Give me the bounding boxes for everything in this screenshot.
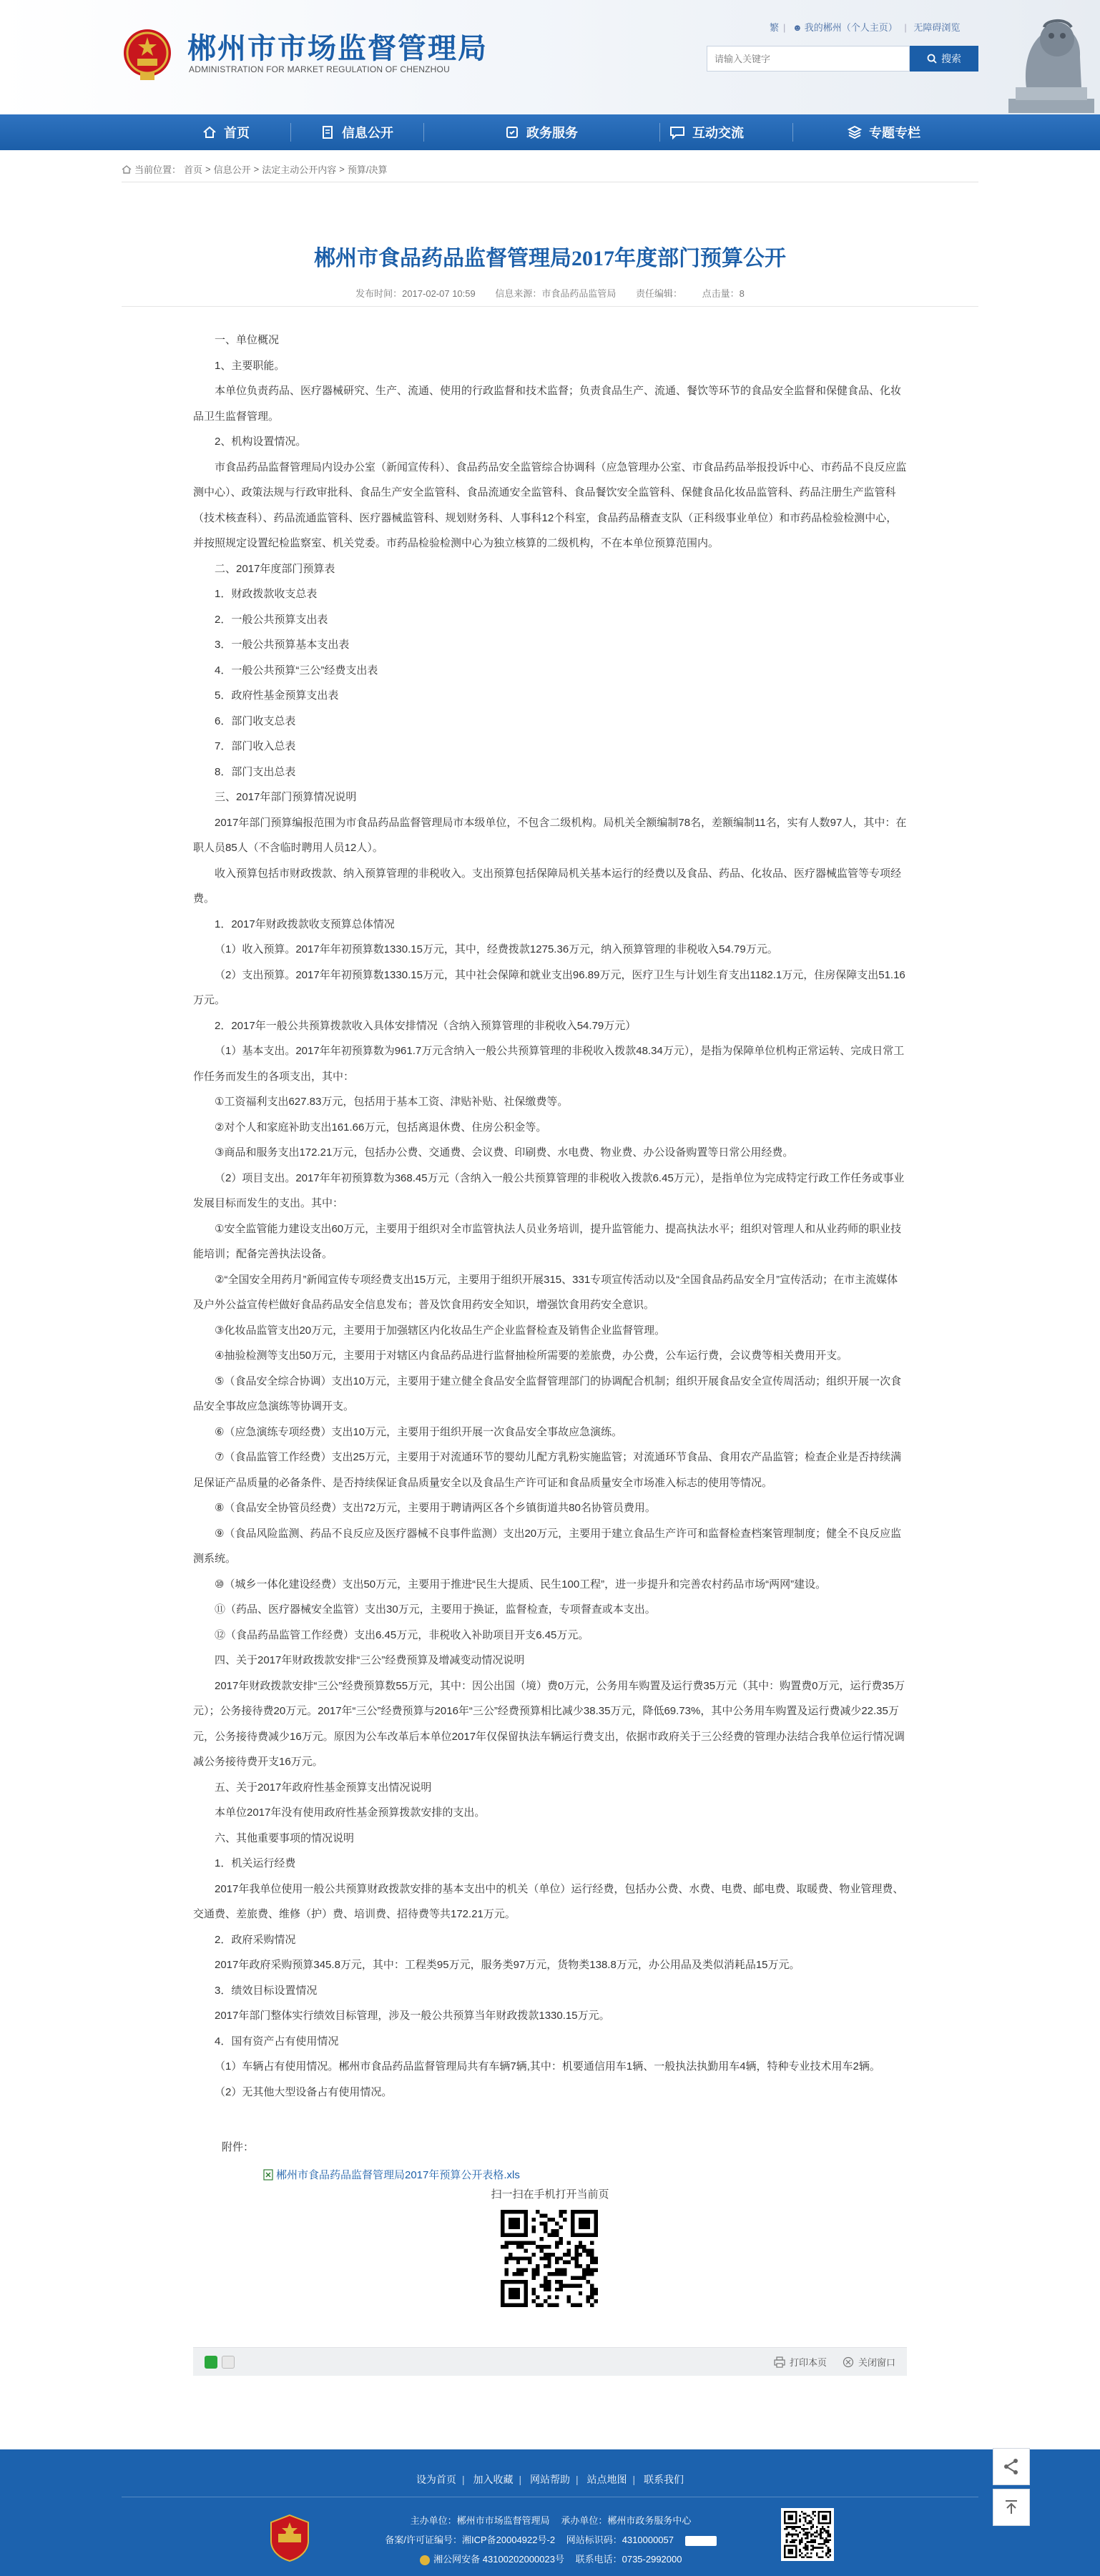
article-paragraph: ①安全监管能力建设支出60万元，主要用于组织对全市监管执法人员业务培训，提升监管能力、提高执法水平；组织对管理人和从业药师的职业技能培训；配备完善执法设备。 [193,1222,902,1260]
footer-link-help[interactable]: 网站帮助 [530,2474,570,2485]
toolbar-actions [774,2355,895,2369]
article-paragraph: 五、关于2017年政府性基金预算支出情况说明 [215,1781,432,1794]
footer-police[interactable]: 湘公网安备 43100202000023号 [433,2554,564,2565]
nav-label: 互动交流 [692,126,744,140]
article-paragraph: 3．一般公共预算基本支出表 [215,639,350,651]
share-icon [1002,2457,1021,2476]
article-paragraph: 2017年政府采购预算345.8万元，其中：工程类95万元，服务类97万元，货物类138.8万元，办公用品及类似消耗品15万元。 [215,1959,800,1971]
article-paragraph: 2．一般公共预算支出表 [215,613,328,626]
nav-item-special-topics[interactable] [792,114,976,150]
article-paragraph: 4．一般公共预算“三公”经费支出表 [215,664,378,677]
article-paragraph: 三、2017年部门预算情况说明 [215,791,357,803]
article-paragraph: 1、主要职能。 [215,359,285,372]
article-paragraph: ⑤（食品安全综合协调）支出10万元，主要用于建立健全食品安全监督管理部门的协调配合机制；组织开展食品安全宣传周活动；组织开展一次食品安全事故应急演练等协调开支。 [193,1375,902,1412]
search-input[interactable] [707,46,909,71]
footer-links: 设为首页 | 加入收藏 | 网站帮助 | 站点地图 | 联系我们 [416,2474,684,2485]
article-paragraph: 3．绩效目标设置情况 [215,1984,318,1997]
breadcrumb-separator: > [205,164,211,174]
article-paragraph: 四、关于2017年财政拨款安排“三公”经费预算及增减变动情况说明 [215,1654,525,1666]
article-paragraph: 收入预算包括市财政拨款、纳入预算管理的非税收入。支出预算包括保障局机关基本运行的经费以及食品、药品、化妆品、医疗器械监管等专项经费。 [193,867,902,905]
breadcrumb-item-info[interactable]: 信息公开 [213,164,251,175]
article-paragraph: 2．2017年一般公共预算拨款收入具体安排情况（含纳入预算管理的非税收入54.79万元） [215,1019,637,1032]
party-gov-badge-icon[interactable] [268,2514,311,2562]
article-paragraph: ⑧（食品安全协管员经费）支出72万元，主要用于聘请两区各个乡镇街道共80名协管员费用。 [215,1502,656,1514]
article-paragraph: ⑨（食品风险监测、药品不良反应及医疗器械不良事件监测）支出20万元，主要用于建立食品生产许可和监督检查档案管理制度；健全不良反应监测系统。 [193,1527,902,1565]
search-icon [927,54,937,64]
close-window-button[interactable] [843,2355,895,2369]
share-float-button[interactable] [993,2448,1030,2485]
breadcrumb-item-budget[interactable]: 预算/决算 [347,164,388,175]
nav-item-info-public[interactable] [290,114,423,150]
article-paragraph: 二、2017年度部门预算表 [215,562,335,575]
article-paragraph: （2）无其他大型设备占有使用情况。 [215,2085,393,2098]
attachment-filename: 郴州市食品药品监督管理局2017年预算公开表格.xls [276,2169,520,2181]
article-paragraph: ③化妆品监管支出20万元，主要用于加强辖区内化妆品生产企业监督检查及销售企业监督管理。 [215,1324,666,1337]
layers-icon [848,125,862,139]
publish-time: 发布时间：2017-02-07 10:59 [355,288,476,299]
article-paragraph: ⑦（食品监管工作经费）支出25万元，主要用于对流通环节的婴幼儿配方乳粉实施监管；对流通环节食品、食用农产品监管；检查企业是否持续满足保证产品质量的必备条件、是否持续保证食品质量安全以及食品生产许可证和食品质量安全市场准入标志的使用等情况。 [193,1451,902,1489]
home-icon [202,125,217,139]
article-paragraph: 本单位负责药品、医疗器械研究、生产、流通、使用的行政监督和技术监督；负责食品生产、流通、餐饮等环节的食品安全监督和保健食品、化妆品卫生监督管理。 [193,385,902,423]
article-paragraph: （1）基本支出。2017年年初预算数为961.7万元含纳入一般公共预算管理的非税收入拨款48.34万元），是指为保障单位机构正常运转、完成日常工作任务而发生的各项支出，其中： [193,1045,905,1083]
article-paragraph: 1．机关运行经费 [215,1857,296,1869]
site-subtitle: ADMINISTRATION FOR MARKET REGULATION OF CHENZHOU [189,64,450,74]
footer-qr-code [781,2508,834,2561]
article-paragraph: 2017年财政拨款安排“三公”经费预算数55万元，其中：因公出国（境）费0万元，公务用车购置及运行费35万元（其中：购置费0万元，运行费35万元）；公务接待费20万元。2017年“三公”经费预算与2016年“三公”经费预算相比减少38.35万元，降低69.73%，其中公务用车购置及运行费减少22.35万元，公务接待费减少16万元。原因为公车改革后本单位2017年仅保留执法车辆运行费支出，依据市政府关于三公经费的管理办法结合我单位运行情况调减公务接待费开支16万元。 [193,1679,905,1768]
article-paragraph: ⑫（食品药品监管工作经费）支出6.45万元，非税收入补助项目开支6.45万元。 [215,1628,589,1641]
nav-label: 首页 [224,126,250,140]
site-title[interactable]: 郴州市市场监督管理局 [187,32,488,64]
article-meta [122,286,978,300]
footer-info [358,2511,744,2569]
article-paragraph: ④抽验检测等支出50万元，主要用于对辖区内食品药品进行监督抽检所需要的差旅费，办公费，公车运行费，会议费等相关费用开支。 [215,1350,848,1362]
accessibility-link[interactable]: 无障碍浏览 [913,22,961,33]
service-icon [505,125,519,139]
stone-lion-icon [1001,7,1098,114]
share-icons [205,2356,235,2369]
nav-item-home[interactable] [162,114,290,150]
article-paragraph: 六、其他重要事项的情况说明 [215,1832,355,1844]
home-icon [122,164,132,174]
national-emblem-icon [122,26,173,83]
nav-label: 信息公开 [342,126,393,140]
document-icon [320,125,335,139]
article-paragraph: 6．部门收支总表 [215,714,296,727]
breadcrumb-prefix: 当前位置： [134,164,182,175]
close-icon [843,2356,854,2368]
article-toolbar [193,2347,907,2376]
footer-organizer: 承办单位：郴州市政务服务中心 [561,2515,692,2526]
article-paragraph: ①工资福利支出627.83万元，包括用于基本工资、津贴补贴、社保缴费等。 [215,1096,569,1108]
article-paragraph: ②“全国安全用药月”新闻宣传专项经费支出15万元，主要用于组织开展315、331专项宣传活动以及“全国食品药品安全月”宣传活动；在市主流媒体及户外公益宣传栏做好食品药品安全信息发布；普及饮食用药安全知识，增强饮食用药安全意识。 [193,1273,898,1311]
footer-host: 主办单位：郴州市市场监督管理局 [410,2515,550,2526]
article-paragraph: （1）车辆占有使用情况。郴州市食品药品监督管理局共有车辆7辆,其中：机要通信用车1辆、一般执法执勤用车4辆，特种专业技术用车2辆。 [215,2060,880,2073]
breadcrumb-item-legal[interactable]: 法定主动公开内容 [262,164,337,175]
article-paragraph: 2．政府采购情况 [215,1933,296,1946]
footer-phone: 联系电话：0735-2992000 [575,2554,682,2565]
close-label: 关闭窗口 [858,2357,895,2368]
qr-code-icon [501,2210,598,2307]
article-paragraph: ②对个人和家庭补助支出161.66万元，包括离退休费、住房公积金等。 [215,1121,547,1134]
article-paragraph: 1．财政拨款收支总表 [215,588,318,600]
nav-label: 政务服务 [526,126,578,140]
back-to-top-button[interactable] [993,2489,1030,2526]
article-paragraph: ⑪（药品、医疗器械安全监管）支出30万元，主要用于换证，监督检查，专项督查或本支出。 [215,1603,656,1616]
breadcrumb-separator: > [339,164,345,174]
breadcrumb [122,162,387,176]
footer-link-contact[interactable]: 联系我们 [644,2474,684,2485]
weibo-share-icon[interactable] [222,2356,235,2369]
top-links: 繁 | ☻ 我的郴州（个人主页） | 无障碍浏览 [770,22,961,33]
article-paragraph: 1．2017年财政拨款收支预算总体情况 [215,918,395,930]
chat-icon [669,125,685,139]
printer-icon [774,2356,785,2368]
article-paragraph: 本单位2017年没有使用政府性基金预算拨款安排的支出。 [215,1806,486,1819]
article-paragraph: ⑥（应急演练专项经费）支出10万元，主要用于组织开展一次食品安全事故应急演练。 [215,1425,623,1438]
breadcrumb-separator: > [253,164,260,174]
article-paragraph: 8．部门支出总表 [215,765,296,778]
article-paragraph: 一、单位概况 [215,334,280,346]
qr-caption: 扫一扫在手机打开当前页 [491,2188,609,2201]
footer-site-code: 网站标识码：4310000057 [566,2535,674,2545]
footer-link-sitemap[interactable]: 站点地图 [586,2474,627,2485]
nav-item-interaction[interactable] [621,114,792,150]
site-footer [0,2449,1100,2576]
article-paragraph: 4．国有资产占有使用情况 [215,2035,339,2047]
attachment-label: 附件： [222,2141,255,2153]
traditional-chinese-link[interactable]: 繁 [770,22,780,33]
article-paragraph: 5．政府性基金预算支出表 [215,689,339,702]
police-badge-icon [420,2555,430,2565]
meta-divider [122,306,978,307]
site-header [0,0,1100,114]
search-button[interactable] [910,46,978,72]
article-paragraph: （2）项目支出。2017年年初预算数为368.45万元（含纳入一般公共预算管理的非税收入拨款6.45万元），是指单位为完成特定行政工作任务或事业发展目标而发生的支出。其中： [193,1171,905,1209]
article-paragraph: 2017年我单位使用一般公共预算财政拨款安排的基本支出中的机关（单位）运行经费，包括办公费、水费、电费、邮电费、取暖费、物业管理费、交通费、差旅费、维修（护）费、培训费、招待费等共172.21万元。 [193,1882,904,1920]
article-paragraph: 市食品药品监督管理局内设办公室（新闻宣传科）、食品药品安全监管综合协调科（应急管理办公室、市食品药品举报投诉中心、市药品不良反应监测中心）、政策法规与行政审批科、食品生产安全监管科、食品流通安全监管科、食品餐饮安全监管科、保健食品化妆品监管科、药品注册生产监管科（技术核查科）、药品流通监管科、医疗器械监管科、规划财务科、人事科12个科室，食品药品稽查支队（正科级事业单位）和市药品检验检测中心，并按照规定设置纪检监察室、机关党委。市药品检验检测中心为独立核算的二级机构，不在本单位预算范围内。 [193,461,907,549]
article-paragraph: ③商品和服务支出172.21万元，包括办公费、交通费、会议费、印刷费、水电费、物业费、办公设备购置等日常公用经费。 [215,1146,794,1159]
my-chenzhou-link[interactable]: ☻ 我的郴州（个人主页） [792,22,898,33]
print-label: 打印本页 [789,2357,827,2368]
article-title: 郴州市食品药品监督管理局2017年度部门预算公开 [314,247,786,270]
user-icon: ☻ [792,22,802,33]
footer-icp[interactable]: 备案/许可证编号：湘ICP备20004922号-2 [385,2535,556,2545]
qr-code-icon [784,2511,831,2558]
article-paragraph: 2017年部门整体实行绩效目标管理，涉及一般公共预算当年财政拨款1330.15万元。 [215,2010,610,2022]
info-source: 信息来源：市食品药品监管局 [495,288,617,299]
search-box [707,46,910,72]
attachment-link[interactable] [263,2167,520,2182]
footer-link-favorite[interactable]: 加入收藏 [473,2474,514,2485]
article-paragraph: 7．部门收入总表 [215,740,296,752]
arrow-up-icon [1002,2498,1021,2517]
view-count: 点击量：8 [702,288,745,299]
excel-file-icon [263,2169,273,2181]
print-button[interactable] [774,2355,827,2369]
nav-label: 专题专栏 [869,126,920,140]
article-paragraph: 2017年部门预算编报范围为市食品药品监督管理局市本级单位，不包含二级机构。局机关全额编制78名，差额编制11名，实有人数97人，其中：在职人员85人（不含临时聘用人员12人）。 [193,816,907,854]
main-nav [0,114,1100,150]
article-paragraph: 2、机构设置情况。 [215,436,307,448]
article-paragraph: ⑩（城乡一体化建设经费）支出50万元，主要用于推进“民生大提质、民生100工程”，进一步提升和完善农村药品市场“两网”建设。 [215,1578,827,1591]
error-correction-icon[interactable] [685,2536,717,2546]
breadcrumb-item-home[interactable]: 首页 [184,164,203,175]
editor: 责任编辑： [636,288,683,299]
wechat-share-icon[interactable] [205,2356,217,2369]
article-content [193,328,907,2105]
footer-link-homepage[interactable]: 设为首页 [416,2474,456,2485]
search-button-label: 搜索 [941,53,961,64]
article-paragraph: （2）支出预算。2017年年初预算数1330.15万元，其中社会保障和就业支出96.89万元，医疗卫生与计划生育支出1182.1万元，住房保障支出51.16万元。 [193,968,905,1006]
article-paragraph: （1）收入预算。2017年年初预算数1330.15万元，其中，经费拨款1275.36万元，纳入预算管理的非税收入54.79万元。 [215,943,778,955]
